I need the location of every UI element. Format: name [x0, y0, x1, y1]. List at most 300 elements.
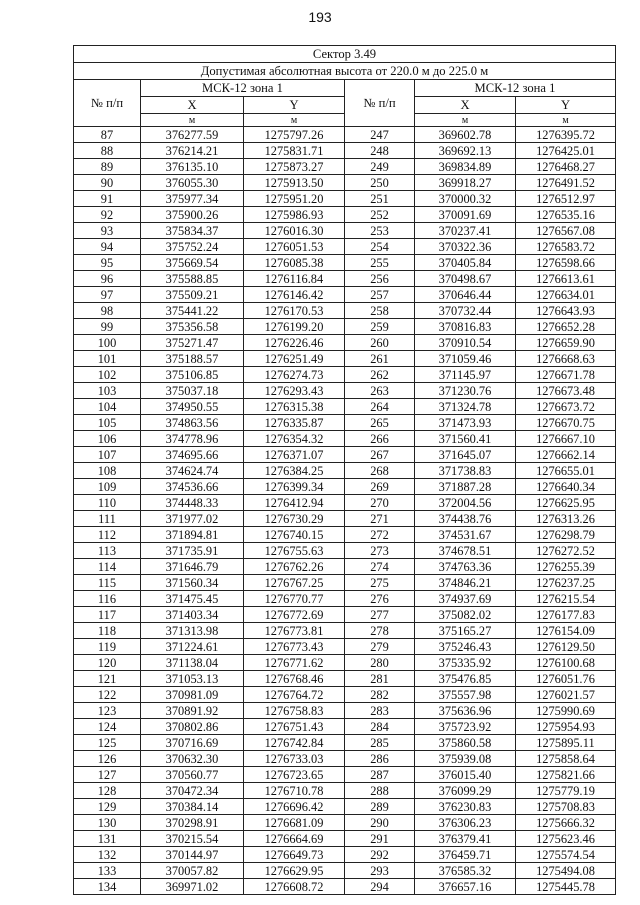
table-row	[74, 767, 616, 783]
x-coord-right: 370732.44	[415, 303, 516, 319]
point-number-right: 293	[345, 863, 415, 879]
table-row	[74, 527, 616, 543]
table-row	[74, 831, 616, 847]
y-coord-left: 1276649.73	[244, 847, 345, 863]
y-coord-right: 1276662.14	[516, 447, 616, 463]
point-number-left: 121	[74, 671, 141, 687]
table-row	[74, 575, 616, 591]
col-num-header-left: № п/п	[74, 80, 141, 127]
x-coord-left: 374863.56	[141, 415, 244, 431]
table-row	[74, 159, 616, 175]
y-coord-left: 1276767.25	[244, 575, 345, 591]
table-row	[74, 879, 616, 895]
x-coord-right: 374438.76	[415, 511, 516, 527]
x-coord-left: 371403.34	[141, 607, 244, 623]
y-header-right: Y	[516, 97, 616, 114]
point-number-right: 267	[345, 447, 415, 463]
y-coord-right: 1275574.54	[516, 847, 616, 863]
point-number-right: 285	[345, 735, 415, 751]
point-number-right: 265	[345, 415, 415, 431]
y-coord-right: 1276659.90	[516, 335, 616, 351]
x-coord-right: 376657.16	[415, 879, 516, 895]
x-coord-right: 370498.67	[415, 271, 516, 287]
y-coord-left: 1276664.69	[244, 831, 345, 847]
y-coord-right: 1276051.76	[516, 671, 616, 687]
y-coord-right: 1276100.68	[516, 655, 616, 671]
x-coord-right: 375723.92	[415, 719, 516, 735]
table-row	[74, 447, 616, 463]
x-coord-right: 369918.27	[415, 175, 516, 191]
x-coord-right: 370000.32	[415, 191, 516, 207]
table-row	[74, 463, 616, 479]
point-number-right: 277	[345, 607, 415, 623]
system-header-left: МСК-12 зона 1	[141, 80, 345, 97]
x-coord-right: 371560.41	[415, 431, 516, 447]
x-coord-left: 370802.86	[141, 719, 244, 735]
x-coord-left: 375106.85	[141, 367, 244, 383]
point-number-right: 248	[345, 143, 415, 159]
point-number-right: 282	[345, 687, 415, 703]
x-coord-left: 376055.30	[141, 175, 244, 191]
table-row	[74, 623, 616, 639]
point-number-left: 118	[74, 623, 141, 639]
y-coord-right: 1276673.72	[516, 399, 616, 415]
x-coord-right: 370816.83	[415, 319, 516, 335]
point-number-right: 275	[345, 575, 415, 591]
y-coord-right: 1276215.54	[516, 591, 616, 607]
point-number-left: 103	[74, 383, 141, 399]
point-number-left: 101	[74, 351, 141, 367]
y-coord-left: 1276629.95	[244, 863, 345, 879]
point-number-left: 128	[74, 783, 141, 799]
y-coord-left: 1276764.72	[244, 687, 345, 703]
point-number-right: 260	[345, 335, 415, 351]
y-coord-left: 1276335.87	[244, 415, 345, 431]
x-coord-left: 376277.59	[141, 127, 244, 143]
x-coord-left: 375588.85	[141, 271, 244, 287]
point-number-left: 125	[74, 735, 141, 751]
table-row	[74, 511, 616, 527]
unit-y-left: м	[244, 114, 345, 127]
x-coord-left: 375834.37	[141, 223, 244, 239]
point-number-left: 93	[74, 223, 141, 239]
point-number-right: 278	[345, 623, 415, 639]
col-num-header-right: № п/п	[345, 80, 415, 127]
point-number-right: 284	[345, 719, 415, 735]
y-coord-right: 1275779.19	[516, 783, 616, 799]
y-coord-left: 1275797.26	[244, 127, 345, 143]
x-coord-right: 369692.13	[415, 143, 516, 159]
x-coord-left: 374695.66	[141, 447, 244, 463]
x-coord-right: 374763.36	[415, 559, 516, 575]
x-coord-right: 371473.93	[415, 415, 516, 431]
table-row	[74, 671, 616, 687]
height-range-row	[74, 63, 616, 80]
point-number-right: 292	[345, 847, 415, 863]
y-coord-left: 1276758.83	[244, 703, 345, 719]
point-number-left: 113	[74, 543, 141, 559]
x-coord-right: 374846.21	[415, 575, 516, 591]
point-number-left: 102	[74, 367, 141, 383]
x-coord-left: 375752.24	[141, 239, 244, 255]
x-coord-right: 375335.92	[415, 655, 516, 671]
y-coord-left: 1275831.71	[244, 143, 345, 159]
x-coord-right: 371059.46	[415, 351, 516, 367]
x-coord-right: 370910.54	[415, 335, 516, 351]
y-coord-left: 1276146.42	[244, 287, 345, 303]
x-coord-left: 375188.57	[141, 351, 244, 367]
table-row	[74, 127, 616, 143]
y-coord-left: 1276412.94	[244, 495, 345, 511]
x-coord-left: 370215.54	[141, 831, 244, 847]
x-coord-left: 376135.10	[141, 159, 244, 175]
sector-title-row	[74, 46, 616, 63]
x-coord-left: 375037.18	[141, 383, 244, 399]
x-coord-left: 371224.61	[141, 639, 244, 655]
point-number-left: 87	[74, 127, 141, 143]
x-coord-left: 374536.66	[141, 479, 244, 495]
y-coord-right: 1276272.52	[516, 543, 616, 559]
y-coord-right: 1276255.39	[516, 559, 616, 575]
height-range: Допустимая абсолютная высота от 220.0 м до 225.0 м	[74, 63, 616, 80]
point-number-right: 252	[345, 207, 415, 223]
table-row	[74, 239, 616, 255]
point-number-right: 291	[345, 831, 415, 847]
point-number-left: 126	[74, 751, 141, 767]
y-coord-right: 1276583.72	[516, 239, 616, 255]
point-number-right: 255	[345, 255, 415, 271]
point-number-right: 256	[345, 271, 415, 287]
x-coord-right: 370091.69	[415, 207, 516, 223]
y-coord-left: 1276051.53	[244, 239, 345, 255]
y-coord-right: 1276468.27	[516, 159, 616, 175]
point-number-left: 97	[74, 287, 141, 303]
table-row	[74, 191, 616, 207]
point-number-left: 99	[74, 319, 141, 335]
y-coord-right: 1276670.75	[516, 415, 616, 431]
point-number-left: 117	[74, 607, 141, 623]
y-coord-right: 1276598.66	[516, 255, 616, 271]
y-coord-left: 1275951.20	[244, 191, 345, 207]
x-coord-left: 375977.34	[141, 191, 244, 207]
x-coord-left: 374778.96	[141, 431, 244, 447]
x-coord-left: 375441.22	[141, 303, 244, 319]
point-number-right: 290	[345, 815, 415, 831]
y-coord-right: 1276652.28	[516, 319, 616, 335]
point-number-right: 261	[345, 351, 415, 367]
x-coord-right: 374937.69	[415, 591, 516, 607]
x-coord-right: 376379.41	[415, 831, 516, 847]
point-number-right: 253	[345, 223, 415, 239]
point-number-right: 250	[345, 175, 415, 191]
y-coord-right: 1275623.46	[516, 831, 616, 847]
coordinates-table	[73, 45, 616, 895]
y-coord-right: 1276673.48	[516, 383, 616, 399]
y-coord-left: 1276016.30	[244, 223, 345, 239]
table-row	[74, 479, 616, 495]
table-row	[74, 431, 616, 447]
point-number-left: 91	[74, 191, 141, 207]
x-coord-left: 369971.02	[141, 879, 244, 895]
point-number-right: 288	[345, 783, 415, 799]
table-row	[74, 655, 616, 671]
x-coord-right: 371887.28	[415, 479, 516, 495]
x-coord-right: 371738.83	[415, 463, 516, 479]
x-coord-right: 370322.36	[415, 239, 516, 255]
y-coord-left: 1276740.15	[244, 527, 345, 543]
x-coord-left: 370560.77	[141, 767, 244, 783]
y-coord-left: 1276742.84	[244, 735, 345, 751]
point-number-right: 276	[345, 591, 415, 607]
y-coord-left: 1276773.81	[244, 623, 345, 639]
y-coord-left: 1276730.29	[244, 511, 345, 527]
table-row	[74, 735, 616, 751]
unit-x-right: м	[415, 114, 516, 127]
point-number-right: 279	[345, 639, 415, 655]
point-number-left: 104	[74, 399, 141, 415]
y-coord-left: 1276723.65	[244, 767, 345, 783]
page-number: 193	[308, 9, 332, 25]
y-coord-right: 1276613.61	[516, 271, 616, 287]
x-coord-right: 376099.29	[415, 783, 516, 799]
y-coord-right: 1275494.08	[516, 863, 616, 879]
unit-y-right: м	[516, 114, 616, 127]
x-coord-left: 375509.21	[141, 287, 244, 303]
point-number-left: 89	[74, 159, 141, 175]
x-coord-right: 372004.56	[415, 495, 516, 511]
y-coord-right: 1275445.78	[516, 879, 616, 895]
x-coord-right: 375082.02	[415, 607, 516, 623]
y-coord-right: 1276535.16	[516, 207, 616, 223]
x-header-right: X	[415, 97, 516, 114]
x-coord-right: 375860.58	[415, 735, 516, 751]
table-row	[74, 495, 616, 511]
x-coord-right: 375246.43	[415, 639, 516, 655]
point-number-left: 124	[74, 719, 141, 735]
y-coord-left: 1276399.34	[244, 479, 345, 495]
x-coord-left: 371977.02	[141, 511, 244, 527]
x-coord-left: 370891.92	[141, 703, 244, 719]
point-number-right: 269	[345, 479, 415, 495]
y-coord-left: 1276371.07	[244, 447, 345, 463]
table-row	[74, 783, 616, 799]
x-coord-right: 369602.78	[415, 127, 516, 143]
y-coord-left: 1276170.53	[244, 303, 345, 319]
x-coord-left: 371475.45	[141, 591, 244, 607]
table-row	[74, 287, 616, 303]
point-number-right: 287	[345, 767, 415, 783]
x-coord-right: 376230.83	[415, 799, 516, 815]
y-coord-right: 1275990.69	[516, 703, 616, 719]
table-row	[74, 815, 616, 831]
y-coord-left: 1276681.09	[244, 815, 345, 831]
y-coord-right: 1276237.25	[516, 575, 616, 591]
y-coord-left: 1275913.50	[244, 175, 345, 191]
table-row	[74, 335, 616, 351]
x-coord-left: 370298.91	[141, 815, 244, 831]
y-coord-left: 1276199.20	[244, 319, 345, 335]
x-coord-left: 376214.21	[141, 143, 244, 159]
x-coord-left: 375356.58	[141, 319, 244, 335]
y-coord-right: 1276668.63	[516, 351, 616, 367]
point-number-left: 95	[74, 255, 141, 271]
x-coord-right: 375476.85	[415, 671, 516, 687]
y-coord-right: 1276021.57	[516, 687, 616, 703]
point-number-right: 286	[345, 751, 415, 767]
point-number-left: 109	[74, 479, 141, 495]
point-number-right: 258	[345, 303, 415, 319]
table-row	[74, 255, 616, 271]
x-coord-left: 370716.69	[141, 735, 244, 751]
y-coord-left: 1276771.62	[244, 655, 345, 671]
point-number-left: 107	[74, 447, 141, 463]
y-coord-right: 1276640.34	[516, 479, 616, 495]
point-number-right: 274	[345, 559, 415, 575]
y-coord-left: 1276770.77	[244, 591, 345, 607]
point-number-left: 131	[74, 831, 141, 847]
point-number-left: 127	[74, 767, 141, 783]
point-number-right: 264	[345, 399, 415, 415]
point-number-left: 112	[74, 527, 141, 543]
table-row	[74, 719, 616, 735]
y-coord-left: 1276384.25	[244, 463, 345, 479]
unit-x-left: м	[141, 114, 244, 127]
y-coord-left: 1276608.72	[244, 879, 345, 895]
point-number-left: 88	[74, 143, 141, 159]
x-coord-right: 374531.67	[415, 527, 516, 543]
table-row	[74, 799, 616, 815]
y-coord-left: 1276773.43	[244, 639, 345, 655]
table-row	[74, 319, 616, 335]
point-number-right: 272	[345, 527, 415, 543]
point-number-right: 270	[345, 495, 415, 511]
table-row	[74, 607, 616, 623]
point-number-left: 98	[74, 303, 141, 319]
point-number-left: 119	[74, 639, 141, 655]
x-coord-right: 370237.41	[415, 223, 516, 239]
table-row	[74, 383, 616, 399]
y-coord-left: 1276733.03	[244, 751, 345, 767]
table-row	[74, 703, 616, 719]
x-coord-right: 371324.78	[415, 399, 516, 415]
point-number-right: 262	[345, 367, 415, 383]
x-coord-left: 375669.54	[141, 255, 244, 271]
table-row	[74, 175, 616, 191]
y-coord-right: 1276655.01	[516, 463, 616, 479]
y-coord-right: 1275821.66	[516, 767, 616, 783]
point-number-left: 92	[74, 207, 141, 223]
point-number-left: 90	[74, 175, 141, 191]
y-coord-right: 1276625.95	[516, 495, 616, 511]
point-number-right: 254	[345, 239, 415, 255]
y-coord-left: 1276768.46	[244, 671, 345, 687]
y-coord-left: 1276772.69	[244, 607, 345, 623]
y-coord-right: 1275954.93	[516, 719, 616, 735]
point-number-right: 247	[345, 127, 415, 143]
point-number-left: 111	[74, 511, 141, 527]
y-coord-right: 1275708.83	[516, 799, 616, 815]
table-row	[74, 847, 616, 863]
point-number-left: 96	[74, 271, 141, 287]
table-row	[74, 687, 616, 703]
x-coord-right: 376015.40	[415, 767, 516, 783]
x-coord-right: 374678.51	[415, 543, 516, 559]
y-coord-right: 1275666.32	[516, 815, 616, 831]
y-coord-left: 1276751.43	[244, 719, 345, 735]
point-number-right: 273	[345, 543, 415, 559]
x-coord-right: 371145.97	[415, 367, 516, 383]
point-number-left: 123	[74, 703, 141, 719]
x-coord-right: 370405.84	[415, 255, 516, 271]
x-coord-left: 371138.04	[141, 655, 244, 671]
y-coord-left: 1276696.42	[244, 799, 345, 815]
x-coord-right: 375636.96	[415, 703, 516, 719]
point-number-right: 283	[345, 703, 415, 719]
y-coord-right: 1276491.52	[516, 175, 616, 191]
y-coord-left: 1276710.78	[244, 783, 345, 799]
x-coord-left: 375900.26	[141, 207, 244, 223]
x-coord-right: 376585.32	[415, 863, 516, 879]
y-coord-right: 1275895.11	[516, 735, 616, 751]
x-coord-left: 370057.82	[141, 863, 244, 879]
table-row	[74, 543, 616, 559]
x-coord-left: 374624.74	[141, 463, 244, 479]
y-coord-right: 1275858.64	[516, 751, 616, 767]
x-coord-left: 370632.30	[141, 751, 244, 767]
table-row	[74, 751, 616, 767]
table-row	[74, 591, 616, 607]
x-coord-left: 370144.97	[141, 847, 244, 863]
point-number-left: 134	[74, 879, 141, 895]
table-row	[74, 303, 616, 319]
y-coord-left: 1276762.26	[244, 559, 345, 575]
point-number-right: 294	[345, 879, 415, 895]
y-coord-right: 1276313.26	[516, 511, 616, 527]
x-coord-left: 370472.34	[141, 783, 244, 799]
point-number-right: 281	[345, 671, 415, 687]
y-coord-left: 1276116.84	[244, 271, 345, 287]
table-row	[74, 271, 616, 287]
point-number-right: 257	[345, 287, 415, 303]
point-number-left: 108	[74, 463, 141, 479]
point-number-left: 106	[74, 431, 141, 447]
y-coord-left: 1275873.27	[244, 159, 345, 175]
y-coord-left: 1276354.32	[244, 431, 345, 447]
point-number-left: 133	[74, 863, 141, 879]
point-number-left: 110	[74, 495, 141, 511]
y-coord-right: 1276395.72	[516, 127, 616, 143]
table-row	[74, 639, 616, 655]
y-coord-right: 1276643.93	[516, 303, 616, 319]
table-row	[74, 559, 616, 575]
point-number-right: 259	[345, 319, 415, 335]
point-number-right: 266	[345, 431, 415, 447]
point-number-left: 130	[74, 815, 141, 831]
point-number-left: 115	[74, 575, 141, 591]
x-coord-left: 370981.09	[141, 687, 244, 703]
x-coord-right: 375165.27	[415, 623, 516, 639]
point-number-left: 132	[74, 847, 141, 863]
y-header-left: Y	[244, 97, 345, 114]
y-coord-left: 1276251.49	[244, 351, 345, 367]
table-row	[74, 367, 616, 383]
y-coord-right: 1276512.97	[516, 191, 616, 207]
x-coord-left: 374950.55	[141, 399, 244, 415]
table-row	[74, 863, 616, 879]
x-coord-left: 371560.34	[141, 575, 244, 591]
y-coord-right: 1276634.01	[516, 287, 616, 303]
y-coord-left: 1276315.38	[244, 399, 345, 415]
